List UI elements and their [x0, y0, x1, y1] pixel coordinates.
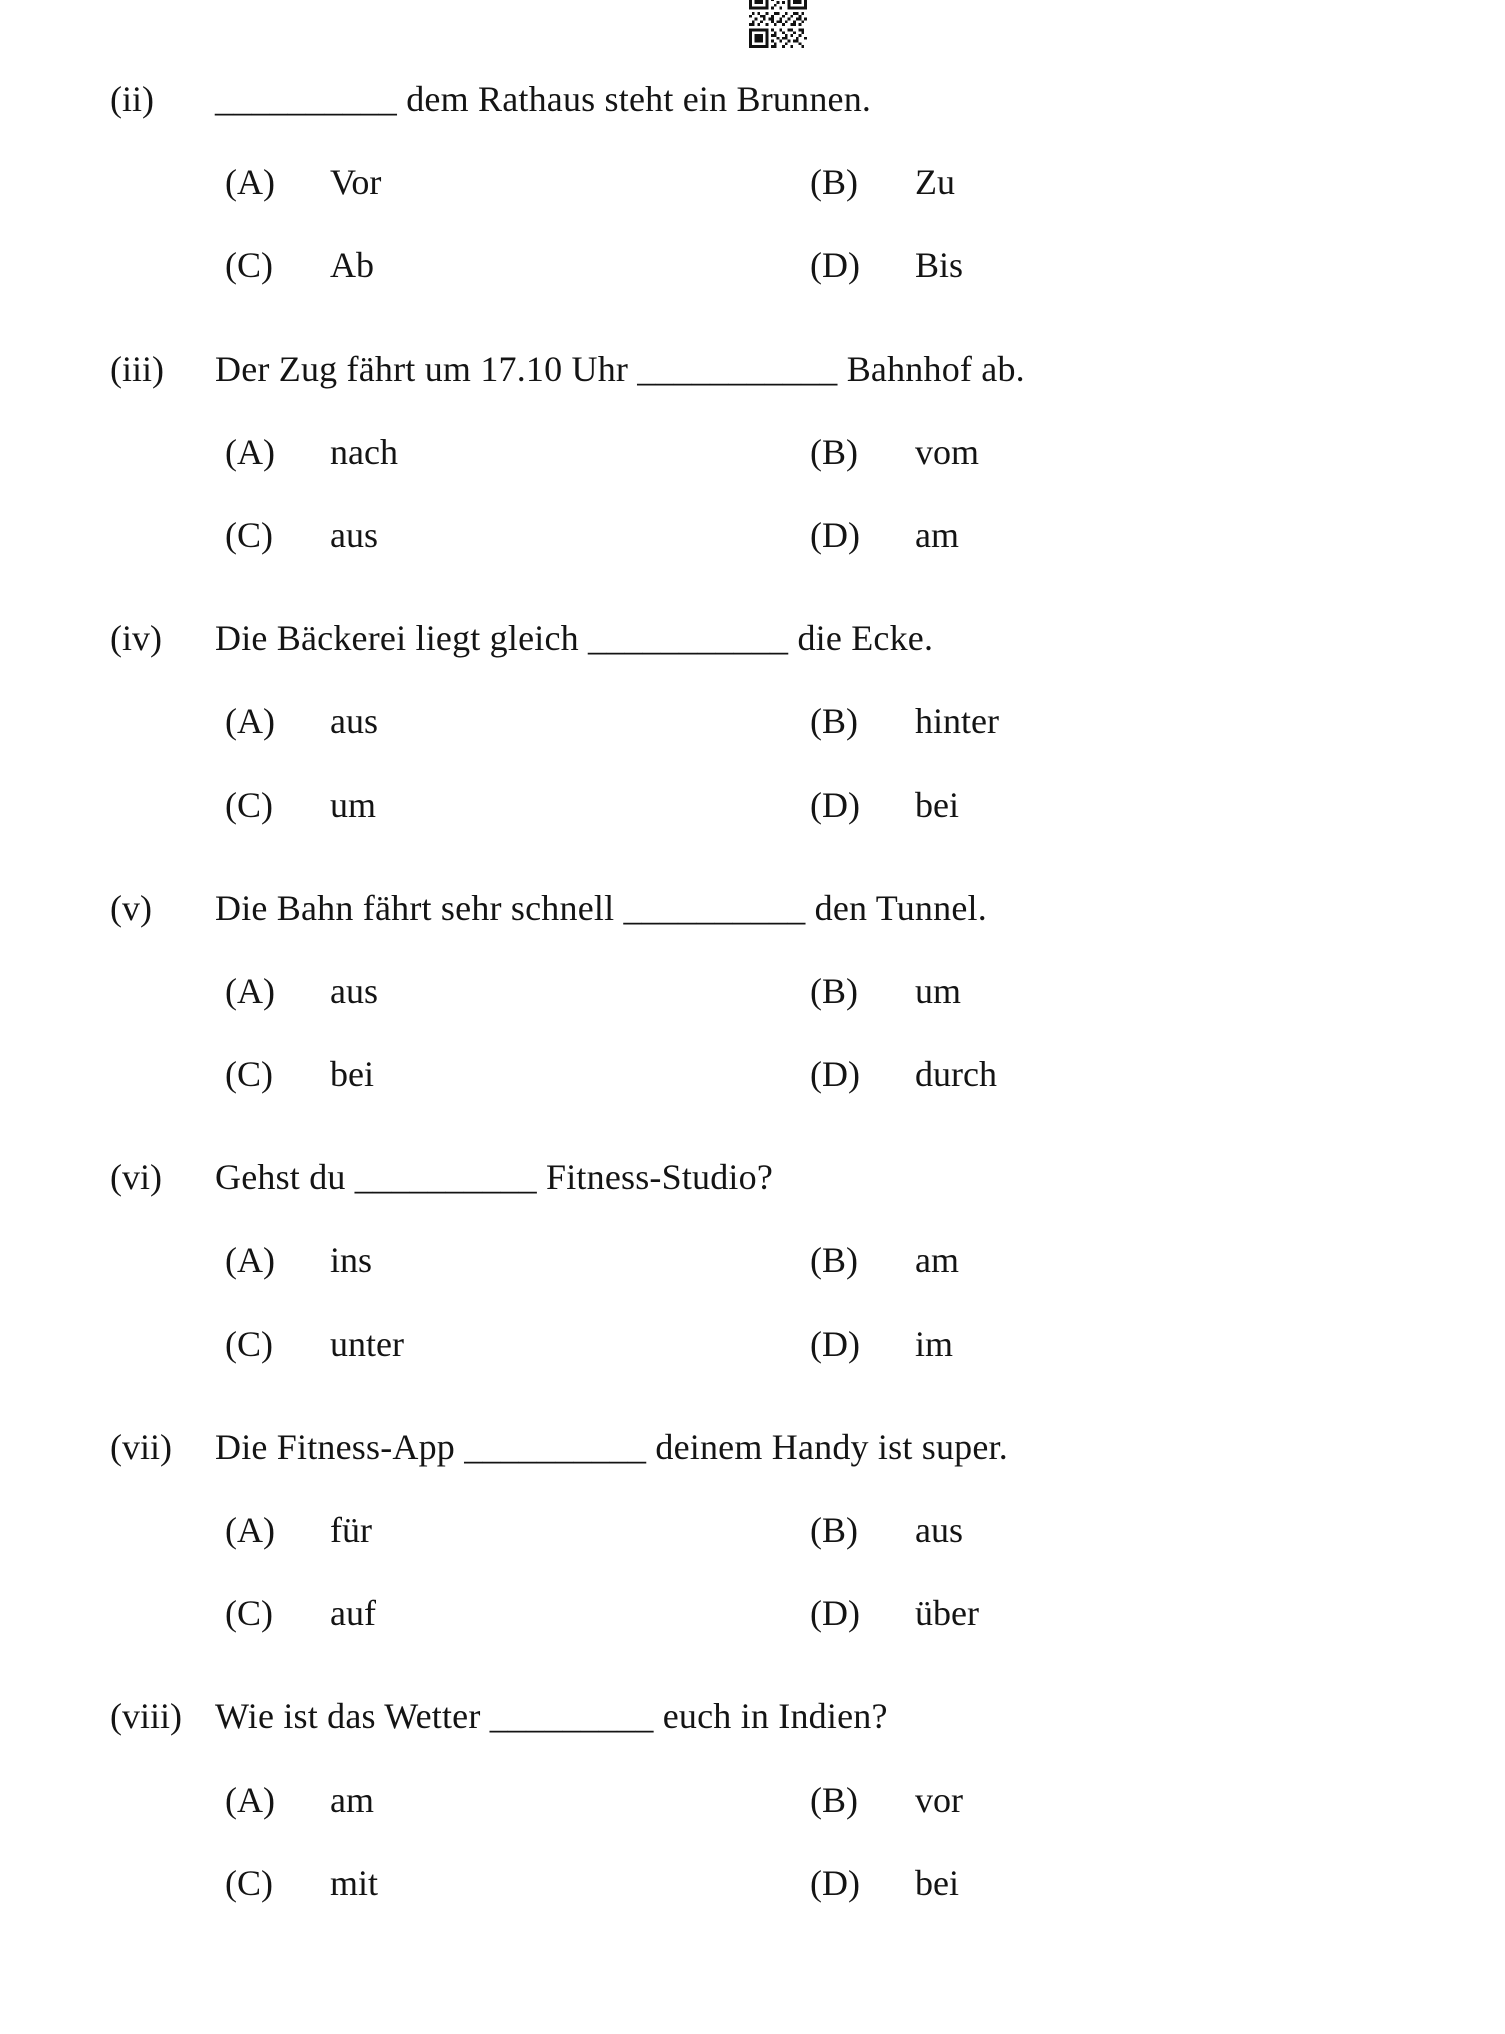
- option-text: vom: [915, 431, 980, 472]
- option-text: Bis: [915, 245, 964, 286]
- question-body: [215, 78, 1445, 288]
- option-text: am: [330, 1779, 374, 1820]
- option-label: (C): [225, 1323, 273, 1364]
- question-text: Die Fitness-App __________ deinem Handy ist super.: [215, 1426, 1008, 1467]
- option: [225, 514, 810, 557]
- option-label: (D): [810, 1054, 860, 1095]
- option-label: (B): [810, 162, 858, 203]
- question-body: [215, 1426, 1445, 1636]
- question-text: Wie ist das Wetter _________ euch in Indien?: [215, 1696, 888, 1737]
- question-block: [110, 887, 1445, 1097]
- option-text: bei: [915, 1862, 959, 1903]
- option-text: bei: [915, 784, 959, 825]
- option-label: (C): [225, 1862, 273, 1903]
- option: [810, 1509, 1445, 1552]
- option-label: (D): [810, 245, 860, 286]
- option-label: (D): [810, 514, 860, 555]
- option-text: durch: [915, 1054, 997, 1095]
- option-text: Ab: [330, 245, 374, 286]
- qr-code-container: [110, 0, 1445, 52]
- question-body: [215, 617, 1445, 827]
- option-label: (A): [225, 970, 275, 1011]
- option: [810, 244, 1445, 287]
- option-text: über: [915, 1593, 979, 1634]
- question-block: [110, 78, 1445, 288]
- option: [225, 431, 810, 474]
- option-label: (A): [225, 1510, 275, 1550]
- question-number: (viii): [110, 1696, 182, 1737]
- option-label: (A): [225, 701, 275, 742]
- question-body: [215, 1695, 1445, 1905]
- option: [225, 161, 810, 204]
- option: [225, 970, 810, 1013]
- option: [225, 1779, 810, 1822]
- option-label: (D): [810, 1593, 860, 1634]
- options-grid: [225, 161, 1445, 287]
- option: [810, 431, 1445, 474]
- option-text: ins: [330, 1240, 373, 1281]
- option-label: (A): [225, 431, 275, 472]
- options-grid: [225, 970, 1445, 1096]
- question-body: [215, 348, 1445, 558]
- option-label: (B): [810, 970, 858, 1011]
- option: [225, 1323, 810, 1366]
- option-text: aus: [330, 514, 378, 555]
- option-text: auf: [330, 1593, 376, 1634]
- option: [225, 1509, 810, 1552]
- option-text: am: [915, 1240, 959, 1281]
- question-block: [110, 1695, 1445, 1905]
- option-text: für: [330, 1510, 372, 1550]
- question-block: [110, 617, 1445, 827]
- question-text: Gehst du __________ Fitness-Studio?: [215, 1157, 774, 1198]
- question-body: [215, 1156, 1445, 1366]
- option-label: (D): [810, 1862, 860, 1903]
- option-text: bei: [330, 1054, 374, 1095]
- option: [810, 1239, 1445, 1282]
- option-text: Zu: [915, 162, 955, 203]
- option: [225, 700, 810, 743]
- question-number: (iv): [110, 618, 162, 659]
- option: [225, 1862, 810, 1905]
- option-label: (C): [225, 1054, 273, 1095]
- question-text: Die Bahn fährt sehr schnell __________ den Tunnel.: [215, 887, 987, 928]
- option-text: hinter: [915, 701, 999, 742]
- option-label: (B): [810, 1510, 858, 1550]
- option-text: um: [330, 784, 377, 825]
- option: [225, 1053, 810, 1096]
- option: [810, 700, 1445, 743]
- question-block: [110, 1156, 1445, 1366]
- option-label: (C): [225, 245, 273, 286]
- question-text: Die Bäckerei liegt gleich ___________ die Ecke.: [215, 618, 934, 659]
- options-grid: [225, 1779, 1445, 1905]
- option-label: (B): [810, 1240, 858, 1281]
- question-text: __________ dem Rathaus steht ein Brunnen.: [215, 79, 872, 119]
- option-label: (A): [225, 1240, 275, 1281]
- option-label: (C): [225, 514, 273, 555]
- option-text: aus: [915, 1510, 963, 1550]
- options-grid: [225, 1509, 1445, 1635]
- option: [810, 161, 1445, 204]
- option: [225, 1239, 810, 1282]
- options-grid: [225, 700, 1445, 826]
- option-label: (C): [225, 1593, 273, 1634]
- question-text: Der Zug fährt um 17.10 Uhr ___________ Bahnhof ab.: [215, 348, 1025, 389]
- question-number: (ii): [110, 79, 154, 119]
- qr-code-icon: [749, 0, 807, 48]
- option-text: unter: [330, 1323, 404, 1364]
- option-label: (A): [225, 1779, 275, 1820]
- option: [225, 784, 810, 827]
- options-grid: [225, 431, 1445, 557]
- question-number: (vii): [110, 1426, 172, 1467]
- option-text: am: [915, 514, 959, 555]
- option-label: (B): [810, 1779, 858, 1820]
- option-text: im: [915, 1323, 954, 1364]
- question-number: (v): [110, 887, 152, 928]
- option-text: um: [915, 970, 962, 1011]
- question-block: [110, 348, 1445, 558]
- option: [225, 244, 810, 287]
- question-number: (iii): [110, 348, 164, 389]
- option: [810, 1779, 1445, 1822]
- option-label: (B): [810, 431, 858, 472]
- option: [810, 1862, 1445, 1905]
- option: [810, 1323, 1445, 1366]
- question-number: (vi): [110, 1157, 162, 1198]
- option-text: aus: [330, 970, 378, 1011]
- option-label: (C): [225, 784, 273, 825]
- option-label: (B): [810, 701, 858, 742]
- option-label: (D): [810, 1323, 860, 1364]
- option-label: (A): [225, 162, 275, 203]
- question-block: [110, 1426, 1445, 1636]
- option: [810, 1053, 1445, 1096]
- option-text: mit: [330, 1862, 379, 1903]
- option: [810, 514, 1445, 557]
- option: [810, 784, 1445, 827]
- option: [225, 1592, 810, 1635]
- option: [810, 970, 1445, 1013]
- question-body: [215, 887, 1445, 1097]
- option-text: aus: [330, 701, 378, 742]
- option-label: (D): [810, 784, 860, 825]
- option-text: nach: [330, 431, 398, 472]
- option: [810, 1592, 1445, 1635]
- option-text: vor: [915, 1779, 963, 1820]
- option-text: Vor: [330, 162, 382, 203]
- options-grid: [225, 1239, 1445, 1365]
- question-list: [110, 78, 1445, 1905]
